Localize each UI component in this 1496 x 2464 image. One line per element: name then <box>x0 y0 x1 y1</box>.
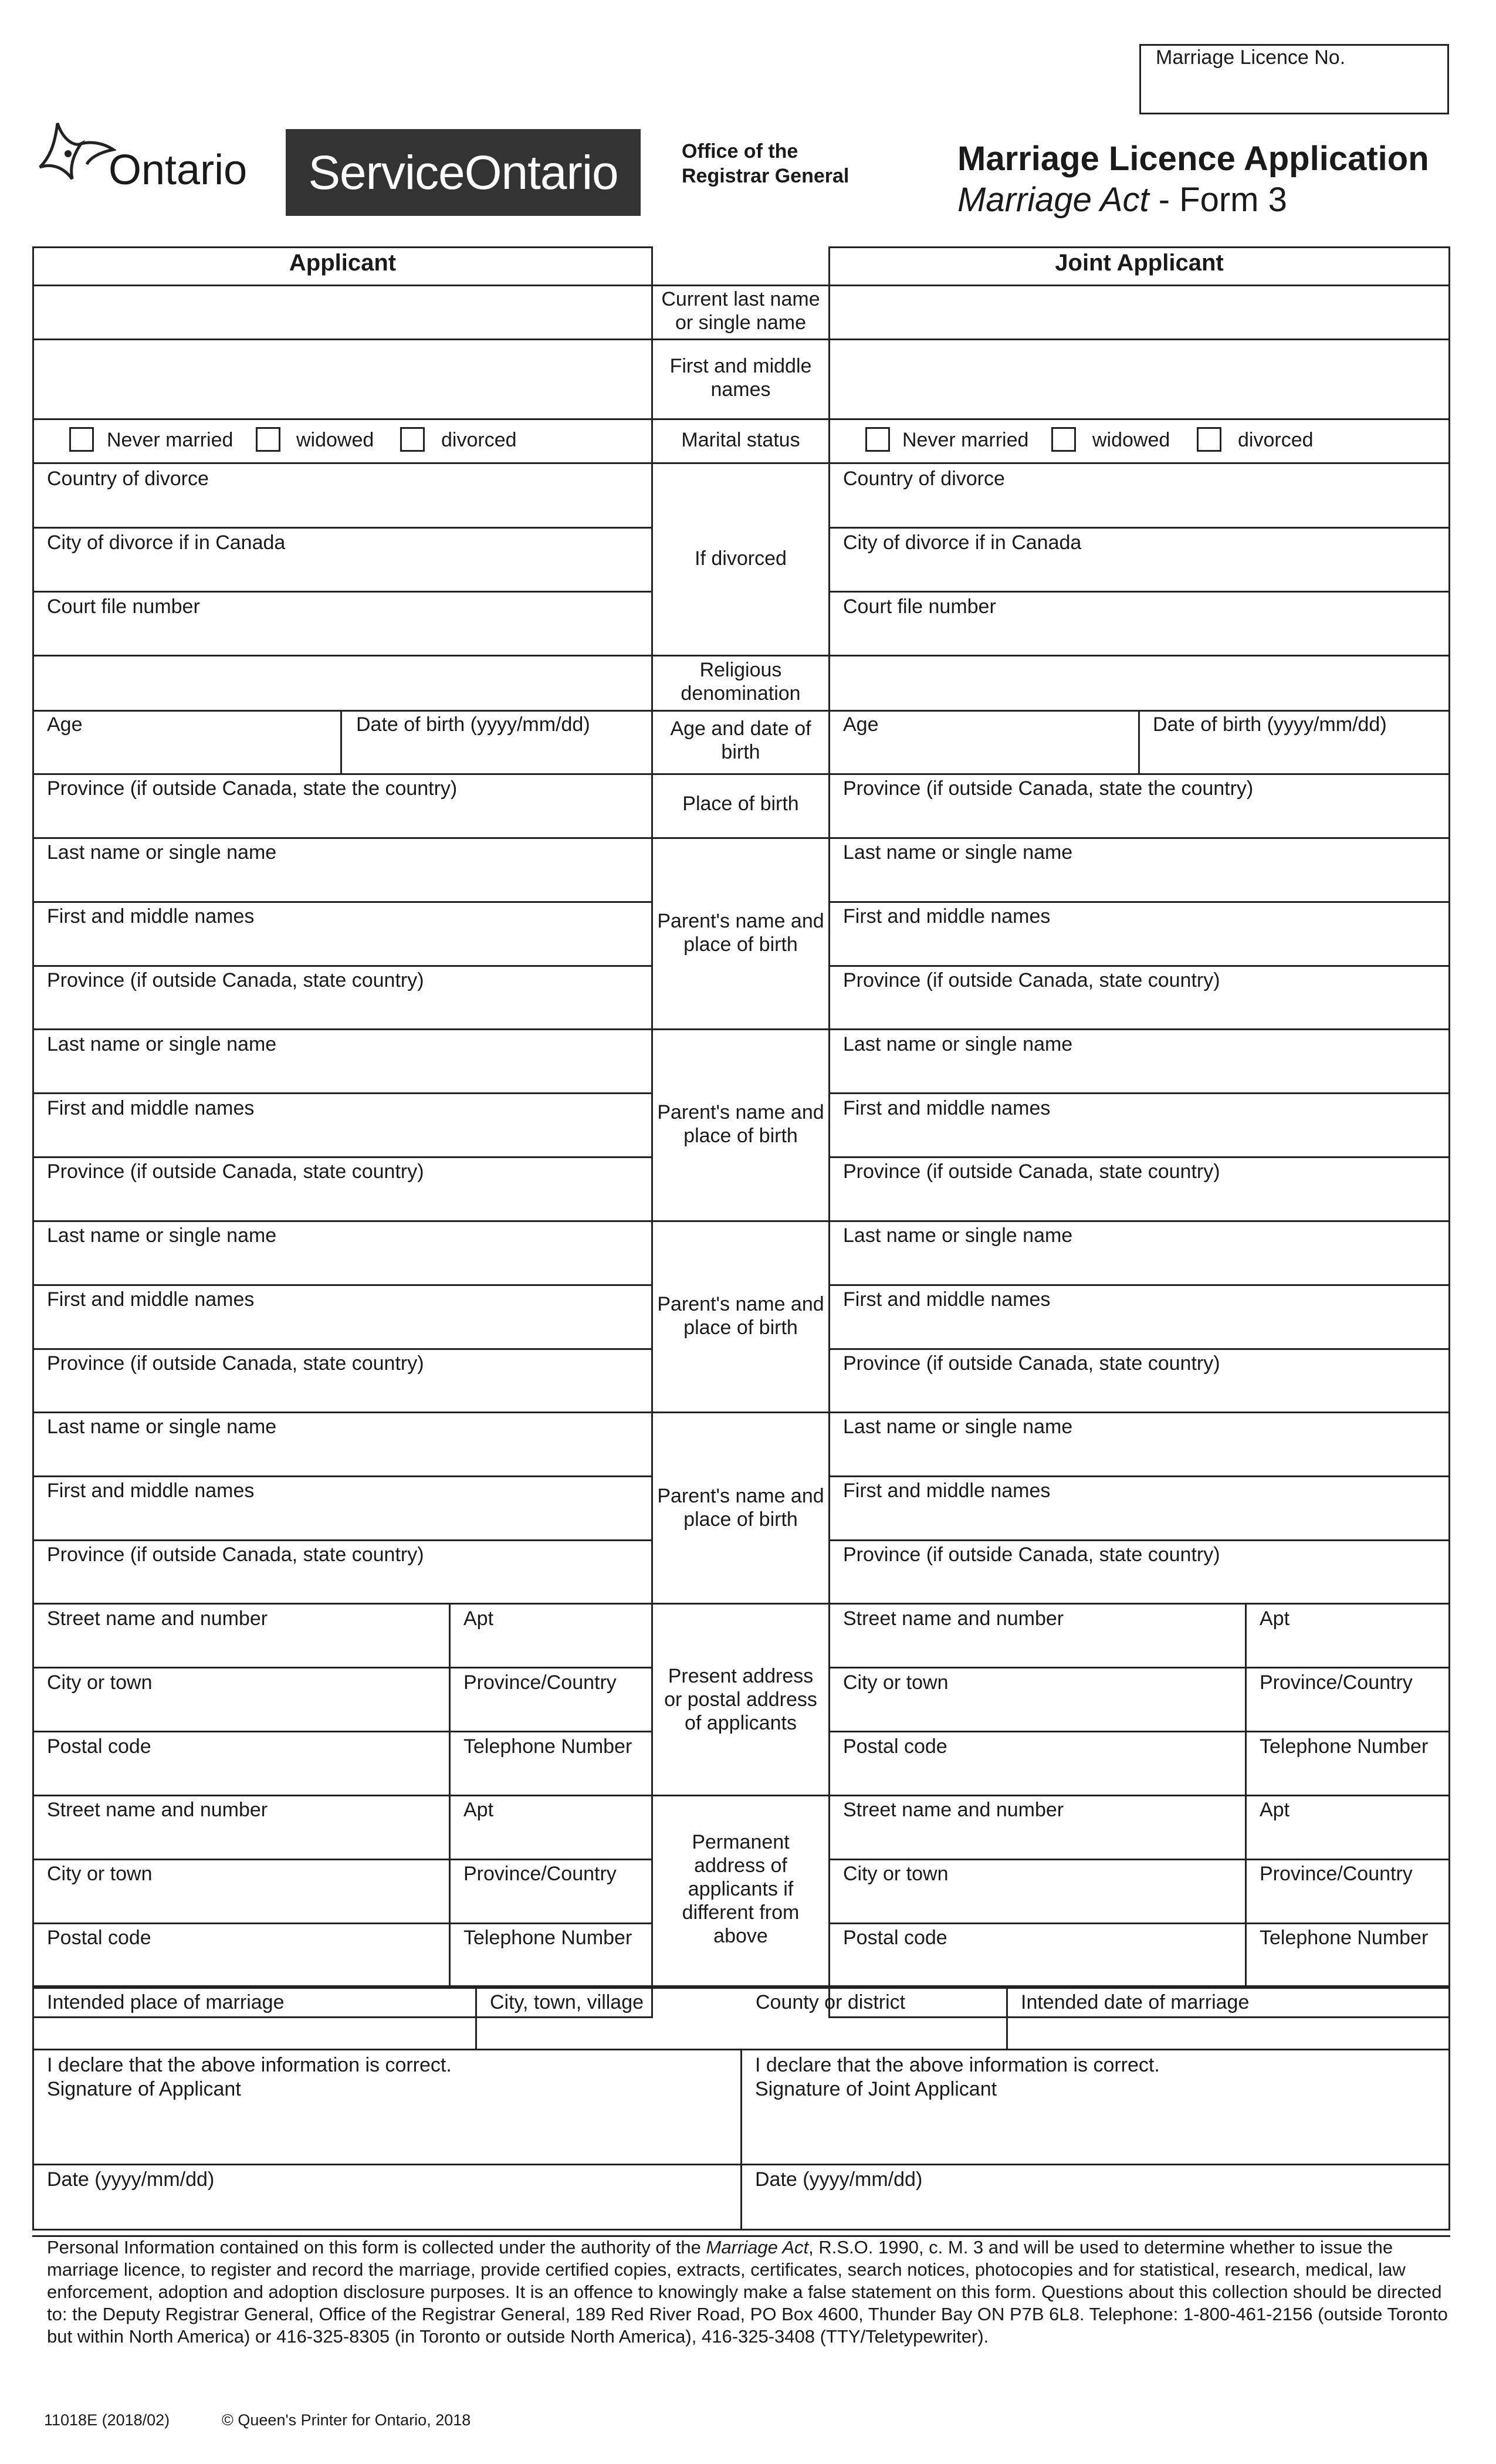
joint-parent3-province[interactable]: Province (if outside Canada, state country) <box>843 1352 1220 1375</box>
joint-applicant-heading: Joint Applicant <box>1055 250 1224 276</box>
applicant-declaration: I declare that the above information is correct. <box>47 2054 452 2076</box>
center-if-divorced: If divorced <box>695 547 787 570</box>
joint-parent1-last[interactable]: Last name or single name <box>843 841 1073 864</box>
applicant-heading: Applicant <box>289 250 397 276</box>
applicant-divorced-label: divorced <box>441 429 517 451</box>
applicant-parent1-province[interactable]: Province (if outside Canada, state country) <box>47 969 424 991</box>
applicant-perm-street[interactable]: Street name and number <box>47 1799 268 1821</box>
applicant-postal[interactable]: Postal code <box>47 1735 151 1758</box>
form-code: 11018E (2018/02) <box>44 2411 170 2429</box>
copyright: © Queen's Printer for Ontario, 2018 <box>222 2411 471 2429</box>
applicant-sign-date[interactable]: Date (yyyy/mm/dd) <box>47 2168 215 2191</box>
joint-country-divorce[interactable]: Country of divorce <box>843 468 1005 490</box>
joint-parent2-last[interactable]: Last name or single name <box>843 1033 1073 1055</box>
applicant-apt[interactable]: Apt <box>463 1607 494 1630</box>
joint-divorced-label: divorced <box>1238 429 1314 451</box>
page-subtitle: Marriage Act - Form 3 <box>957 181 1287 219</box>
joint-dob[interactable]: Date of birth (yyyy/mm/dd) <box>1153 713 1387 736</box>
center-parent-4: Parent's name and place of birth <box>657 1485 824 1531</box>
center-parent-3: Parent's name and place of birth <box>657 1293 824 1339</box>
joint-perm-city[interactable]: City or town <box>843 1863 949 1885</box>
joint-widowed-label: widowed <box>1092 429 1170 451</box>
city-town-village-label[interactable]: City, town, village <box>490 1991 644 2013</box>
applicant-parent3-last[interactable]: Last name or single name <box>47 1224 277 1247</box>
applicant-age[interactable]: Age <box>47 713 83 736</box>
applicant-birth-province[interactable]: Province (if outside Canada, state the country) <box>47 777 458 800</box>
licence-number-label: Marriage Licence No. <box>1156 46 1346 69</box>
trillium-logo-icon <box>34 117 116 188</box>
applicant-divorced-checkbox[interactable] <box>400 427 425 452</box>
intended-place-label[interactable]: Intended place of marriage <box>47 1991 285 2013</box>
joint-never-married-label: Never married <box>902 429 1029 451</box>
applicant-parent4-province[interactable]: Province (if outside Canada, state country) <box>47 1544 424 1566</box>
center-place-birth: Place of birth <box>682 793 799 815</box>
center-first-middle: First and middle names <box>669 355 812 401</box>
ontario-logo-text: Ontario <box>109 147 248 194</box>
applicant-never-married-label: Never married <box>107 429 233 451</box>
joint-perm-prov-country[interactable]: Province/Country <box>1260 1863 1413 1885</box>
applicant-parent2-province[interactable]: Province (if outside Canada, state country) <box>47 1160 424 1183</box>
joint-parent4-last[interactable]: Last name or single name <box>843 1416 1073 1438</box>
applicant-never-married-checkbox[interactable] <box>69 427 94 452</box>
joint-parent4-province[interactable]: Province (if outside Canada, state country) <box>843 1544 1220 1566</box>
applicant-perm-telephone[interactable]: Telephone Number <box>463 1927 632 1949</box>
joint-street[interactable]: Street name and number <box>843 1607 1064 1630</box>
center-present-address: Present address or postal address of applicants <box>664 1665 817 1734</box>
joint-city[interactable]: City or town <box>843 1671 949 1694</box>
applicant-parent3-province[interactable]: Province (if outside Canada, state country) <box>47 1352 424 1375</box>
joint-parent2-first[interactable]: First and middle names <box>843 1097 1051 1119</box>
joint-parent3-last[interactable]: Last name or single name <box>843 1224 1073 1247</box>
applicant-perm-prov-country[interactable]: Province/Country <box>463 1863 617 1885</box>
office-line-1: Office of the <box>682 140 798 163</box>
center-parent-2: Parent's name and place of birth <box>657 1101 824 1147</box>
joint-parent3-first[interactable]: First and middle names <box>843 1288 1051 1311</box>
applicant-country-divorce[interactable]: Country of divorce <box>47 468 209 490</box>
joint-postal[interactable]: Postal code <box>843 1735 947 1758</box>
applicant-street[interactable]: Street name and number <box>47 1607 268 1630</box>
applicant-perm-city[interactable]: City or town <box>47 1863 153 1885</box>
joint-divorced-checkbox[interactable] <box>1197 427 1221 452</box>
applicant-telephone[interactable]: Telephone Number <box>463 1735 632 1758</box>
office-line-2: Registrar General <box>682 165 849 187</box>
applicant-widowed-checkbox[interactable] <box>256 427 280 452</box>
joint-widowed-checkbox[interactable] <box>1051 427 1076 452</box>
applicant-parent3-first[interactable]: First and middle names <box>47 1288 255 1311</box>
privacy-notice: Personal Information contained on this form is collected under the authority of the Marriage Act, R.S.O. 1990, c. M. 3 and will be used to determine whether to issue the marriage licence, to register and record the marriage, provide certified copies, extracts, certificates, search notices, photocopies and for statistical, research, medical, law enforcement, adoption and adoption disclosure purposes. It is an offence to knowingly make a false statement on this form. Questions about this collection should be directed to: the Deputy Registrar General, Office of the Registrar General, 189 Red River Road, PO Box 4600, Thunder Bay ON P7B 6L8. Telephone: 1-800-461-2156 (outside Toronto but within North America) or 416-325-8305 (in Toronto or outside North America), 416-325-3408 (TTY/Teletypewriter). <box>47 2237 1448 2347</box>
joint-perm-postal[interactable]: Postal code <box>843 1927 947 1949</box>
joint-telephone[interactable]: Telephone Number <box>1260 1735 1429 1758</box>
applicant-city-divorce[interactable]: City of divorce if in Canada <box>47 532 286 554</box>
joint-declaration: I declare that the above information is correct. <box>755 2054 1160 2076</box>
serviceontario-logo: ServiceOntario <box>286 129 641 216</box>
joint-parent4-first[interactable]: First and middle names <box>843 1480 1051 1502</box>
applicant-widowed-label: widowed <box>296 429 374 451</box>
joint-perm-telephone[interactable]: Telephone Number <box>1260 1927 1429 1949</box>
joint-sign-date[interactable]: Date (yyyy/mm/dd) <box>755 2168 923 2191</box>
applicant-prov-country[interactable]: Province/Country <box>463 1671 617 1694</box>
applicant-parent4-first[interactable]: First and middle names <box>47 1480 255 1502</box>
applicant-parent1-first[interactable]: First and middle names <box>47 905 255 928</box>
center-parent-1: Parent's name and place of birth <box>657 910 824 956</box>
center-marital-status: Marital status <box>681 429 800 451</box>
applicant-city[interactable]: City or town <box>47 1671 153 1694</box>
joint-court-file[interactable]: Court file number <box>843 595 996 618</box>
page-title: Marriage Licence Application <box>957 140 1429 178</box>
center-religious: Religious denomination <box>681 659 801 705</box>
applicant-court-file[interactable]: Court file number <box>47 595 200 618</box>
center-age-dob: Age and date of birth <box>670 717 811 763</box>
applicant-perm-postal[interactable]: Postal code <box>47 1927 151 1949</box>
applicant-parent4-last[interactable]: Last name or single name <box>47 1416 277 1438</box>
applicant-dob[interactable]: Date of birth (yyyy/mm/dd) <box>356 713 590 736</box>
joint-parent1-first[interactable]: First and middle names <box>843 905 1051 928</box>
joint-parent1-province[interactable]: Province (if outside Canada, state country) <box>843 969 1220 991</box>
joint-never-married-checkbox[interactable] <box>865 427 890 452</box>
joint-prov-country[interactable]: Province/Country <box>1260 1671 1413 1694</box>
joint-city-divorce[interactable]: City of divorce if in Canada <box>843 532 1082 554</box>
county-district-label[interactable]: County or district <box>756 1991 906 2013</box>
intended-date-label[interactable]: Intended date of marriage <box>1021 1991 1250 2013</box>
center-current-last-name: Current last name or single name <box>661 288 820 334</box>
applicant-parent2-last[interactable]: Last name or single name <box>47 1033 277 1055</box>
joint-apt[interactable]: Apt <box>1260 1607 1290 1630</box>
joint-perm-apt[interactable]: Apt <box>1260 1799 1290 1821</box>
joint-perm-street[interactable]: Street name and number <box>843 1799 1064 1821</box>
applicant-parent1-last[interactable]: Last name or single name <box>47 841 277 864</box>
center-permanent-address: Permanent address of applicants if different from above <box>682 1831 800 1947</box>
joint-signature-label[interactable]: Signature of Joint Applicant <box>755 2078 997 2100</box>
applicant-parent2-first[interactable]: First and middle names <box>47 1097 255 1119</box>
applicant-signature-label[interactable]: Signature of Applicant <box>47 2078 241 2100</box>
applicant-perm-apt[interactable]: Apt <box>463 1799 494 1821</box>
joint-birth-province[interactable]: Province (if outside Canada, state the country) <box>843 777 1254 800</box>
joint-age[interactable]: Age <box>843 713 879 736</box>
joint-parent2-province[interactable]: Province (if outside Canada, state country) <box>843 1160 1220 1183</box>
